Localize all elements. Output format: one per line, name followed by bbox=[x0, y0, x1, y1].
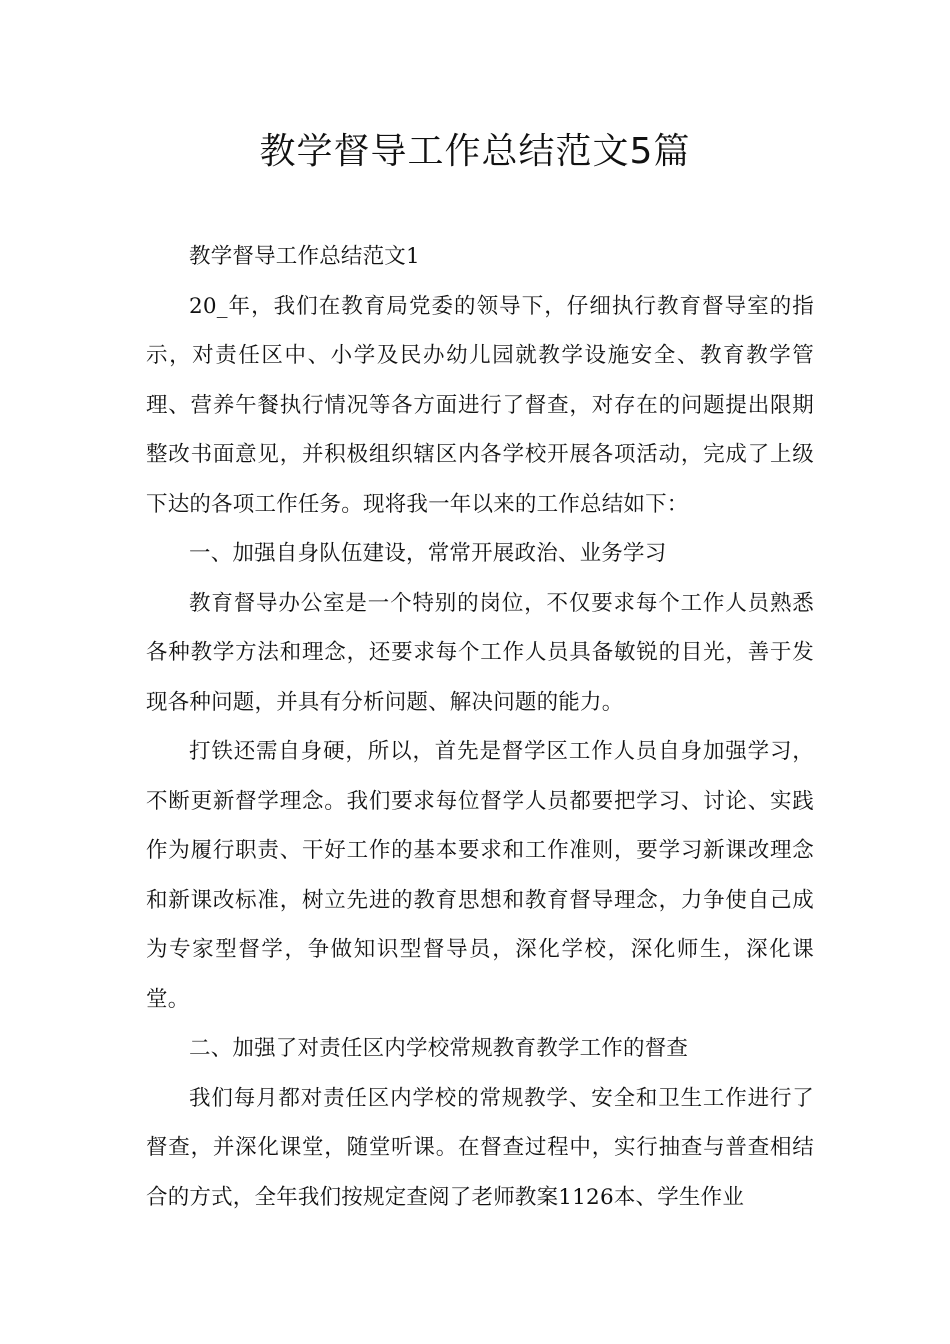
document-body bbox=[146, 232, 814, 1222]
section-heading-article-1: 教学督导工作总结范文1 bbox=[189, 244, 420, 269]
section-heading-2: 二、加强了对责任区内学校常规教育教学工作的督查 bbox=[189, 1036, 689, 1061]
paragraph-self-learning: 打铁还需自身硬，所以，首先是督学区工作人员自身加强学习，不断更新督学理念。我们要求每位督学人员都要把学习、讨论、实践作为履行职责、干好工作的基本要求和工作准则，要学习新课改理念和新课改标准，树立先进的教育思想和教育督导理念，力争使自己成为专家型督学，争做知识型督导员，深化学校，深化师生，深化课堂。 bbox=[146, 739, 814, 1012]
paragraph-office-role: 教育督导办公室是一个特别的岗位，不仅要求每个工作人员熟悉各种教学方法和理念，还要求每个工作人员具备敏锐的目光，善于发现各种问题，并具有分析问题、解决问题的能力。 bbox=[146, 590, 814, 715]
paragraph-monthly-inspection: 我们每月都对责任区内学校的常规教学、安全和卫生工作进行了督查，并深化课堂，随堂听课。在督查过程中，实行抽查与普查相结合的方式，全年我们按规定查阅了老师教案1126本、学生作业 bbox=[146, 1085, 814, 1210]
paragraph-intro: 20_年，我们在教育局党委的领导下，仔细执行教育督导室的指示，对责任区中、小学及民办幼儿园就教学设施安全、教育教学管理、营养午餐执行情况等各方面进行了督查，对存在的问题提出限期整改书面意见，并积极组织辖区内各学校开展各项活动，完成了上级下达的各项工作任务。现将我一年以来的工作总结如下： bbox=[146, 293, 814, 517]
document-title: 教学督导工作总结范文5篇 bbox=[259, 131, 691, 172]
section-heading-1: 一、加强自身队伍建设，常常开展政治、业务学习 bbox=[189, 541, 667, 566]
